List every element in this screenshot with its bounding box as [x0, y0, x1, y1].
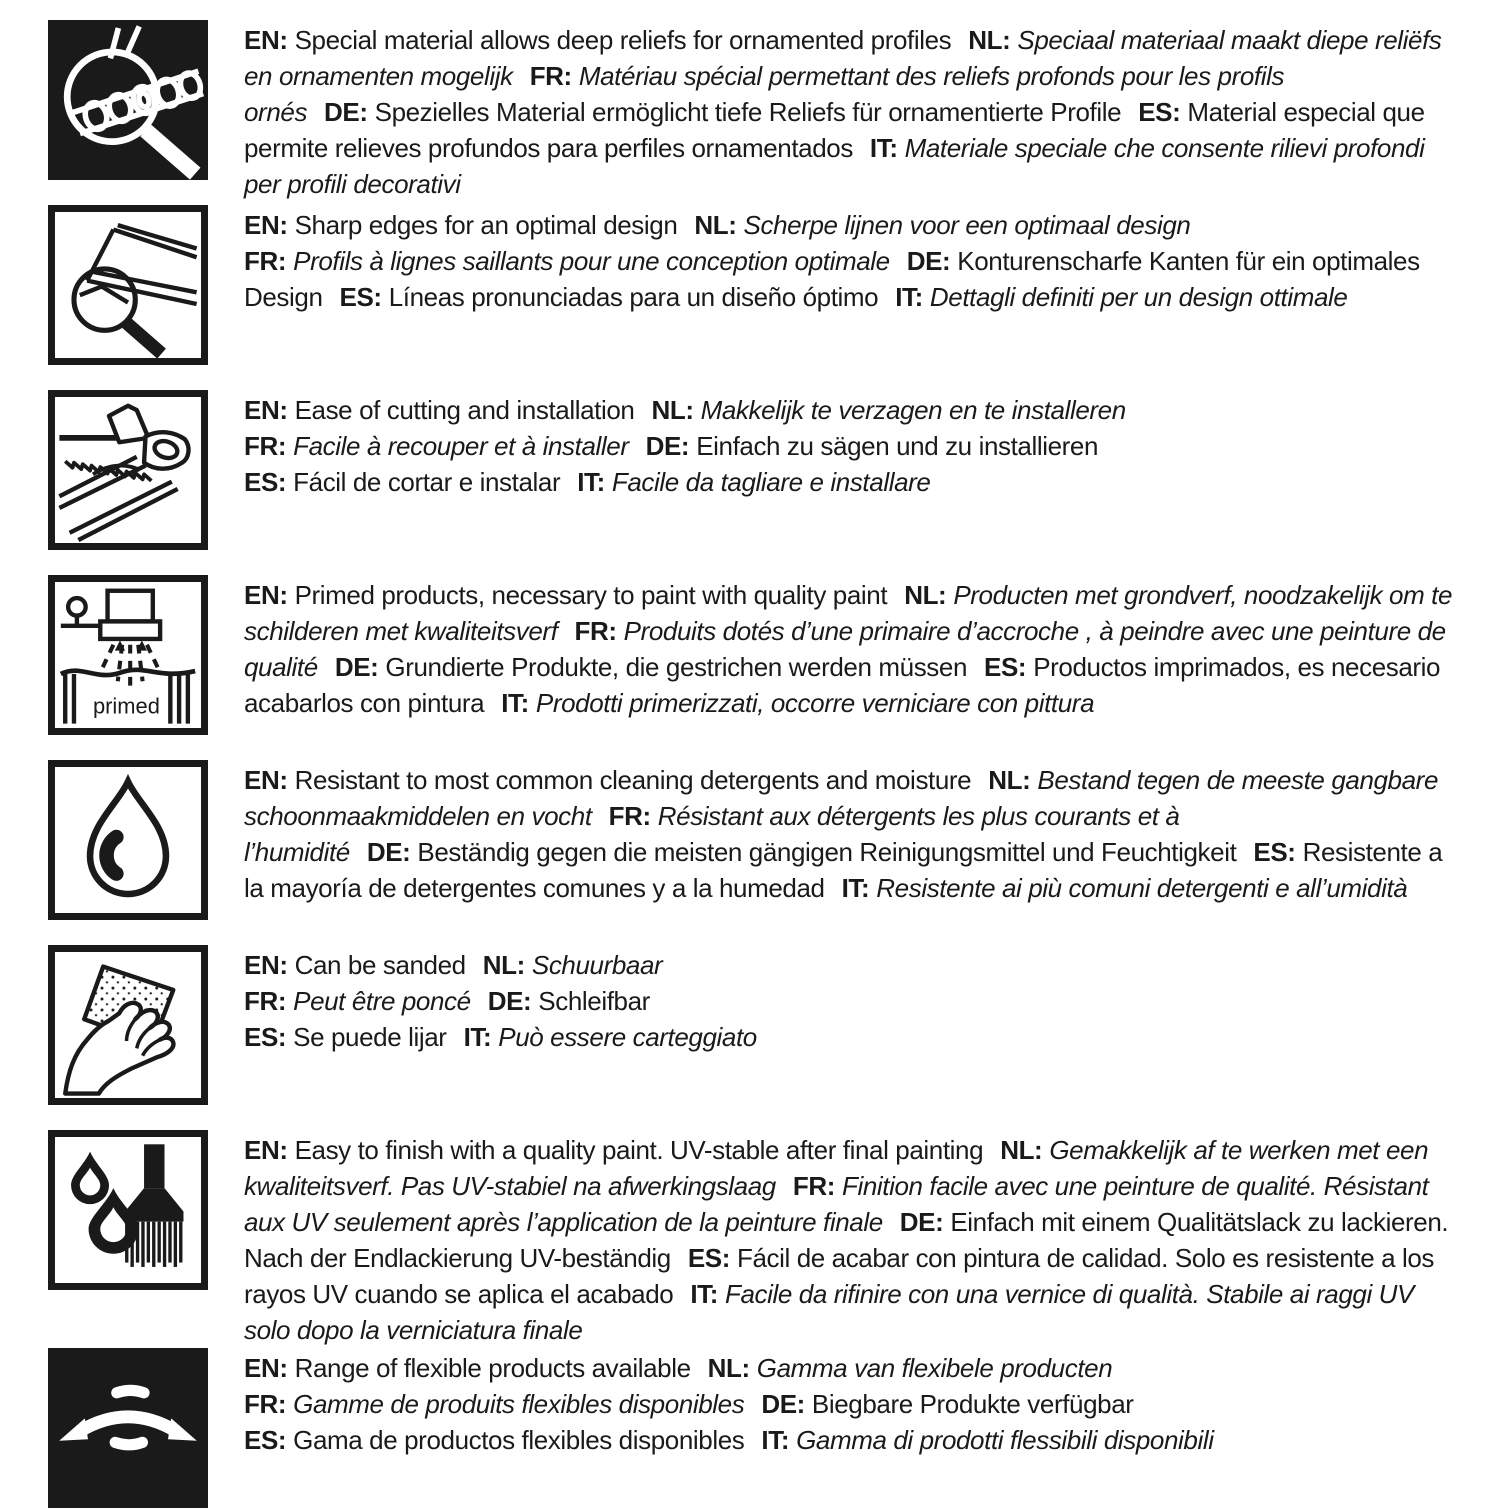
lang-label: ES:	[984, 652, 1027, 682]
feature-row-moisture-resistant	[48, 760, 1460, 945]
lang-label: IT:	[690, 1279, 719, 1309]
feature-row-flexible	[48, 1348, 1460, 1508]
lang-text: Can be sanded	[294, 950, 466, 980]
lang-text: Material especial que permite relieves profundos para perfiles ornamentados	[244, 97, 1425, 163]
lang-label: ES:	[244, 1425, 287, 1455]
lang-text: Resistant to most common cleaning detergents and moisture	[294, 765, 972, 795]
lang-label: EN:	[244, 765, 288, 795]
lang-text: Produits dotés d’une primaire d’accroche , à peindre avec une peinture de qualité	[244, 616, 1446, 682]
primed-label: primed	[92, 693, 160, 719]
lang-label: NL:	[651, 395, 694, 425]
lang-text: Profils à lignes saillants pour une conception optimale	[293, 246, 890, 276]
feature-row-paintable	[48, 1130, 1460, 1348]
lang-label: FR:	[529, 61, 572, 91]
lang-text: Resistente a la mayoría de detergentes comunes y a la humedad	[244, 837, 1443, 903]
flexible-arrow-icon	[48, 1348, 208, 1508]
lang-text: Makkelijk te verzagen en te installeren	[700, 395, 1126, 425]
lang-label: EN:	[244, 1353, 288, 1383]
feature-description	[244, 1130, 1460, 1348]
lang-text: Peut être poncé	[293, 986, 471, 1016]
lang-label: FR:	[244, 1389, 287, 1419]
lang-text: Resistente ai più comuni detergenti e all’umidità	[876, 873, 1408, 903]
lang-label: IT:	[501, 688, 529, 718]
feature-row-sharp-edges	[48, 205, 1460, 390]
lang-label: DE:	[899, 1207, 944, 1237]
lang-text: Líneas pronunciadas para un diseño óptimo	[388, 282, 879, 312]
lang-text: Schuurbaar	[531, 950, 663, 980]
lang-label: NL:	[904, 580, 947, 610]
feature-description	[244, 945, 774, 1055]
lang-text: Schleifbar	[538, 986, 650, 1016]
lang-label: IT:	[463, 1022, 492, 1052]
lang-text: Gamma van flexibele producten	[756, 1353, 1113, 1383]
lang-label: IT:	[841, 873, 870, 903]
lang-label: ES:	[244, 1022, 287, 1052]
lang-label: EN:	[244, 1135, 288, 1165]
feature-row-primed	[48, 575, 1460, 760]
lang-text: Gama de productos flexibles disponibles	[293, 1425, 745, 1455]
lang-text: Gamma di prodotti flessibili disponibili	[796, 1425, 1214, 1455]
sharp-edges-magnifier-icon	[48, 205, 208, 365]
lang-label: EN:	[244, 210, 288, 240]
lang-text: Spezielles Material ermöglicht tiefe Reliefs für ornamentierte Profile	[374, 97, 1122, 127]
lang-text: Speciaal materiaal maakt diepe reliëfs en ornamenten mogelijk	[244, 25, 1442, 91]
lang-label: FR:	[244, 986, 287, 1016]
lang-text: Producten met grondverf, noodzakelijk om te schilderen met kwaliteitsverf	[244, 580, 1453, 646]
moisture-droplet-icon	[48, 760, 208, 920]
lang-text: Range of flexible products available	[294, 1353, 691, 1383]
lang-label: NL:	[482, 950, 525, 980]
feature-description	[244, 205, 1460, 315]
lang-label: NL:	[968, 25, 1011, 55]
lang-label: DE:	[906, 246, 951, 276]
feature-description	[244, 575, 1460, 721]
lang-label: DE:	[366, 837, 411, 867]
lang-text: Gemakkelijk af te werken met een kwaliteitsverf. Pas UV-stabiel na afwerkingslaag	[244, 1135, 1429, 1201]
lang-text: Può essere carteggiato	[498, 1022, 757, 1052]
lang-label: DE:	[487, 986, 532, 1016]
lang-label: FR:	[792, 1171, 835, 1201]
lang-label: EN:	[244, 580, 288, 610]
lang-text: Se puede lijar	[293, 1022, 447, 1052]
lang-label: DE:	[334, 652, 379, 682]
lang-label: NL:	[1000, 1135, 1043, 1165]
feature-row-easy-cutting	[48, 390, 1460, 575]
lang-text: Facile à recouper et à installer	[293, 431, 629, 461]
deep-relief-magnifier-icon	[48, 20, 208, 180]
lang-label: NL:	[694, 210, 737, 240]
lang-label: DE:	[324, 97, 368, 127]
lang-text: Fácil de acabar con pintura de calidad. Solo es resistente a los rayos UV cuando se aplica el acabado	[244, 1243, 1435, 1309]
lang-label: IT:	[761, 1425, 790, 1455]
lang-text: Matériau spécial permettant des reliefs profonds pour les profils ornés	[244, 61, 1285, 127]
lang-text: Beständig gegen die meisten gängigen Reinigungsmittel und Feuchtigkeit	[417, 837, 1237, 867]
lang-text: Biegbare Produkte verfügbar	[811, 1389, 1134, 1419]
lang-text: Fácil de cortar e instalar	[293, 467, 561, 497]
lang-text: Gamme de produits flexibles disponibles	[293, 1389, 745, 1419]
lang-label: FR:	[244, 246, 287, 276]
lang-text: Easy to finish with a quality paint. UV-stable after final painting	[294, 1135, 984, 1165]
lang-text: Facile da rifinire con una vernice di qualità. Stabile ai raggi UV solo dopo la verniciatura finale	[244, 1279, 1414, 1345]
lang-label: NL:	[988, 765, 1031, 795]
lang-label: IT:	[577, 467, 605, 497]
lang-label: FR:	[244, 431, 287, 461]
lang-label: IT:	[869, 133, 898, 163]
lang-label: FR:	[608, 801, 651, 831]
lang-text: Ease of cutting and installation	[294, 395, 635, 425]
lang-text: Sharp edges for an optimal design	[294, 210, 678, 240]
lang-label: DE:	[645, 431, 690, 461]
primer-spray-icon	[48, 575, 208, 735]
feature-row-sandable	[48, 945, 1460, 1130]
lang-text: Einfach mit einem Qualitätslack zu lackieren. Nach der Endlackierung UV-beständig	[244, 1207, 1449, 1273]
lang-text: Einfach zu sägen und zu installieren	[696, 431, 1099, 461]
feature-description	[244, 1348, 1231, 1458]
feature-description	[244, 20, 1460, 202]
lang-text: Dettagli definiti per un design ottimale	[929, 282, 1348, 312]
lang-text: Scherpe lijnen voor een optimaal design	[743, 210, 1191, 240]
lang-label: IT:	[895, 282, 923, 312]
lang-label: ES:	[1253, 837, 1296, 867]
lang-text: Facile da tagliare e installare	[611, 467, 931, 497]
feature-row-deep-reliefs	[48, 20, 1460, 205]
saw-cutting-icon	[48, 390, 208, 550]
lang-text: Productos imprimados, es necesario acabarlos con pintura	[244, 652, 1441, 718]
lang-label: EN:	[244, 25, 288, 55]
lang-label: DE:	[761, 1389, 805, 1419]
lang-text: Prodotti primerizzati, occorre verniciare con pittura	[535, 688, 1095, 718]
lang-text: Primed products, necessary to paint with quality paint	[294, 580, 888, 610]
feature-description	[244, 390, 1143, 500]
lang-text: Special material allows deep reliefs for ornamented profiles	[294, 25, 952, 55]
lang-text: Finition facile avec une peinture de qualité. Résistant aux UV seulement après l’application de la peinture finale	[244, 1171, 1429, 1237]
lang-label: ES:	[687, 1243, 730, 1273]
lang-label: FR:	[574, 616, 617, 646]
lang-text: Grundierte Produkte, die gestrichen werden müssen	[385, 652, 968, 682]
sanding-hand-icon	[48, 945, 208, 1105]
lang-label: EN:	[244, 395, 288, 425]
lang-text: Konturenscharfe Kanten für ein optimales Design	[244, 246, 1420, 312]
lang-label: ES:	[339, 282, 382, 312]
lang-text: Résistant aux détergents les plus courants et à l’humidité	[244, 801, 1180, 867]
lang-label: ES:	[1138, 97, 1181, 127]
lang-text: Bestand tegen de meeste gangbare schoonmaakmiddelen en vocht	[244, 765, 1438, 831]
feature-description	[244, 760, 1460, 906]
lang-label: ES:	[244, 467, 287, 497]
lang-label: EN:	[244, 950, 288, 980]
lang-label: NL:	[707, 1353, 750, 1383]
lang-text: Materiale speciale che consente rilievi profondi per profili decorativi	[244, 133, 1425, 199]
paint-drops-brush-icon	[48, 1130, 208, 1290]
